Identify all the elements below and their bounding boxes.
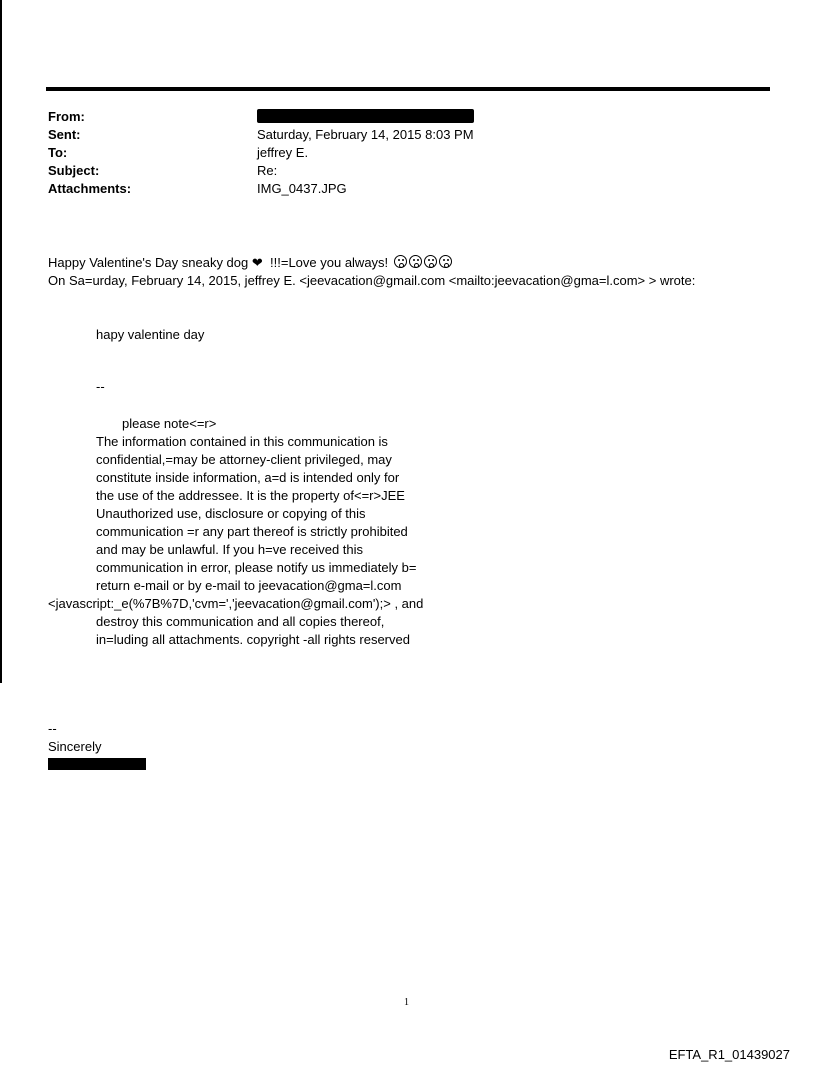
from-redaction — [257, 109, 474, 123]
note-line: Unauthorized use, disclosure or copying of this — [96, 506, 366, 521]
heart-icon: ❤ — [251, 255, 263, 270]
left-margin-bar — [0, 0, 2, 683]
page-number: 1 — [404, 997, 409, 1008]
smiley-face-icon — [394, 255, 407, 268]
note-line: in=luding all attachments. copyright -all rights reserved — [96, 632, 410, 647]
document-id: EFTA_R1_01439027 — [668, 1047, 790, 1062]
quoted-message: hapy valentine day — [96, 327, 205, 342]
closing-text: Sincerely — [48, 739, 102, 754]
sent-label: Sent: — [48, 127, 81, 142]
note-line: return e-mail or by e-mail to jeevacation@gma=l.com — [96, 578, 402, 593]
quote-header: On Sa=urday, February 14, 2015, jeffrey E. <jeevacation@gmail.com <mailto:jeevacation@gma=l.com> > wrote: — [48, 273, 696, 288]
note-title: please note<=r> — [122, 416, 217, 431]
subject-value: Re: — [257, 163, 278, 178]
to-value: jeffrey E. — [257, 145, 309, 160]
subject-label: Subject: — [48, 163, 100, 178]
attachments-value: IMG_0437.JPG — [257, 181, 347, 196]
attachments-label: Attachments: — [48, 181, 132, 196]
note-line: the use of the addressee. It is the property of<=r>JEE — [96, 488, 405, 503]
note-line: The information contained in this communication is — [96, 434, 388, 449]
from-label: From: — [48, 109, 85, 124]
closing-dash: -- — [48, 721, 57, 736]
greeting-line — [48, 255, 452, 271]
header-rule — [46, 87, 770, 91]
smiley-face-icon — [424, 255, 437, 268]
note-line: confidential,=may be attorney-client privileged, may — [96, 452, 392, 467]
javascript-line: <javascript:_e(%7B%7D,'cvm=','jeevacation@gmail.com');> , and — [48, 596, 424, 611]
note-line: communication =r any part thereof is strictly prohibited — [96, 524, 408, 539]
smiley-face-icon — [409, 255, 422, 268]
greeting-love-text: !!!=Love you always! — [270, 255, 389, 270]
note-line: constitute inside information, a=d is intended only for — [96, 470, 400, 485]
signature-dash: -- — [96, 379, 105, 394]
greeting-text: Happy Valentine's Day sneaky dog — [48, 255, 249, 270]
signature-redaction — [48, 758, 146, 770]
note-line: communication in error, please notify us immediately b= — [96, 560, 417, 575]
note-line: destroy this communication and all copies thereof, — [96, 614, 385, 629]
smiley-face-icon — [439, 255, 452, 268]
note-line: and may be unlawful. If you h=ve received this — [96, 542, 364, 557]
sent-value: Saturday, February 14, 2015 8:03 PM — [257, 127, 474, 142]
to-label: To: — [48, 145, 68, 160]
